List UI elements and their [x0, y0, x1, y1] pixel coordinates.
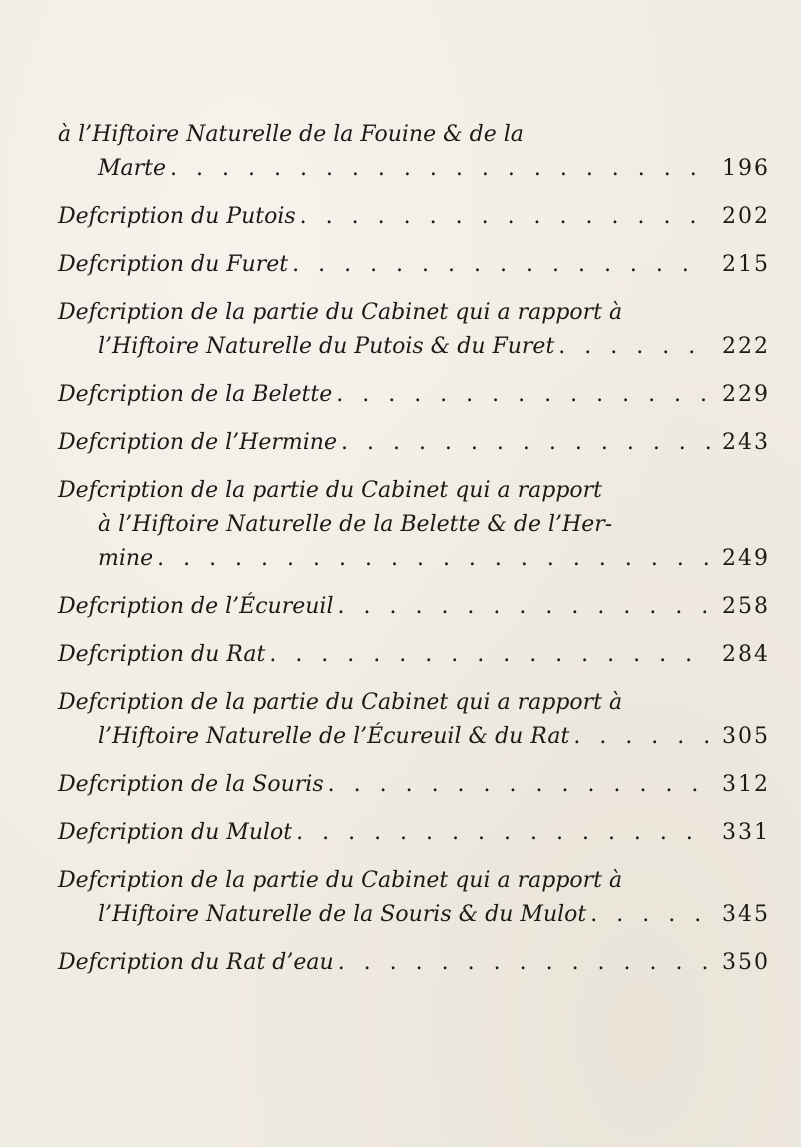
toc-entry-mulot — [58, 816, 770, 850]
entry-last-line — [58, 542, 770, 576]
dot-leader — [296, 200, 710, 234]
entry-title: Defcription du Mulot — [58, 820, 293, 845]
dot-leader — [554, 330, 710, 364]
dot-leader — [288, 248, 710, 282]
entry-text: Defcription de la partie du Cabinet qui a rapport à — [58, 690, 623, 715]
dot-leader — [334, 590, 711, 624]
toc-entry-rat-d-eau — [58, 946, 770, 980]
dot-leader — [332, 378, 710, 412]
entry-last-line — [58, 152, 770, 186]
entry-text-line — [58, 508, 770, 542]
dot-leader — [324, 768, 710, 802]
entry-last-line — [58, 248, 770, 282]
toc-entry-fouine-marte — [58, 118, 770, 186]
dot-leader — [334, 946, 710, 980]
dot-leader — [292, 816, 710, 850]
entry-title: Defcription du Rat — [58, 642, 266, 667]
toc-entry-ecureuil — [58, 590, 770, 624]
page-number: 243 — [722, 430, 770, 455]
entry-last-line — [58, 816, 770, 850]
page-number: 196 — [722, 156, 770, 181]
entry-text: Defcription de la partie du Cabinet qui a rapport à — [58, 868, 623, 893]
entry-title: l’Hiftoire Naturelle du Putois & du Furet — [98, 334, 555, 359]
page-number: 350 — [722, 950, 770, 975]
entry-last-line — [58, 330, 770, 364]
entry-text-line — [58, 686, 770, 720]
toc-entry-furet — [58, 248, 770, 282]
page-number: 305 — [722, 724, 770, 749]
entry-last-line — [58, 590, 770, 624]
entry-text-line — [58, 118, 770, 152]
entry-title: Marte — [98, 156, 167, 181]
page-number: 202 — [722, 204, 770, 229]
dot-leader — [166, 152, 710, 186]
page-number: 222 — [722, 334, 770, 359]
page-number: 249 — [722, 546, 770, 571]
dot-leader — [337, 426, 710, 460]
entry-title: Defcription de l’Hermine — [58, 430, 337, 455]
entry-text: à l’Hiftoire Naturelle de la Fouine & de la — [58, 122, 524, 147]
entry-last-line — [58, 946, 770, 980]
entry-last-line — [58, 898, 770, 932]
entry-text-line — [58, 474, 770, 508]
toc-entry-cabinet-souris-mulot — [58, 864, 770, 932]
table-of-contents — [58, 118, 770, 994]
page-number: 258 — [722, 594, 770, 619]
page-number: 229 — [722, 382, 770, 407]
toc-entry-souris — [58, 768, 770, 802]
entry-title: Defcription du Furet — [58, 252, 289, 277]
toc-entry-belette — [58, 378, 770, 412]
dot-leader — [586, 898, 710, 932]
entry-text-line — [58, 864, 770, 898]
entry-last-line — [58, 200, 770, 234]
dot-leader — [153, 542, 710, 576]
entry-title: l’Hiftoire Naturelle de l’Écureuil & du Rat — [98, 724, 570, 749]
entry-text-line — [58, 296, 770, 330]
page-number: 215 — [722, 252, 770, 277]
toc-entry-rat — [58, 638, 770, 672]
entry-last-line — [58, 378, 770, 412]
toc-entry-cabinet-belette-hermine — [58, 474, 770, 576]
entry-text: Defcription de la partie du Cabinet qui a rapport — [58, 478, 603, 503]
toc-entry-hermine — [58, 426, 770, 460]
entry-title: Defcription de l’Écureuil — [58, 594, 334, 619]
page-number: 331 — [722, 820, 770, 845]
entry-title: l’Hiftoire Naturelle de la Souris & du Mulot — [98, 902, 587, 927]
entry-last-line — [58, 638, 770, 672]
entry-title: Defcription de la Belette — [58, 382, 333, 407]
entry-last-line — [58, 426, 770, 460]
toc-entry-cabinet-putois-furet — [58, 296, 770, 364]
entry-text: à l’Hiftoire Naturelle de la Belette & de l’Her- — [98, 512, 613, 537]
page-number: 284 — [722, 642, 770, 667]
dot-leader — [265, 638, 710, 672]
entry-last-line — [58, 720, 770, 754]
entry-text: Defcription de la partie du Cabinet qui a rapport à — [58, 300, 623, 325]
page-number: 312 — [722, 772, 770, 797]
entry-last-line — [58, 768, 770, 802]
entry-title: Defcription du Rat d’eau — [58, 950, 334, 975]
dot-leader — [569, 720, 710, 754]
toc-entry-cabinet-ecureuil-rat — [58, 686, 770, 754]
toc-entry-putois — [58, 200, 770, 234]
page-number: 345 — [722, 902, 770, 927]
entry-title: mine — [98, 546, 154, 571]
entry-title: Defcription de la Souris — [58, 772, 324, 797]
entry-title: Defcription du Putois — [58, 204, 296, 229]
